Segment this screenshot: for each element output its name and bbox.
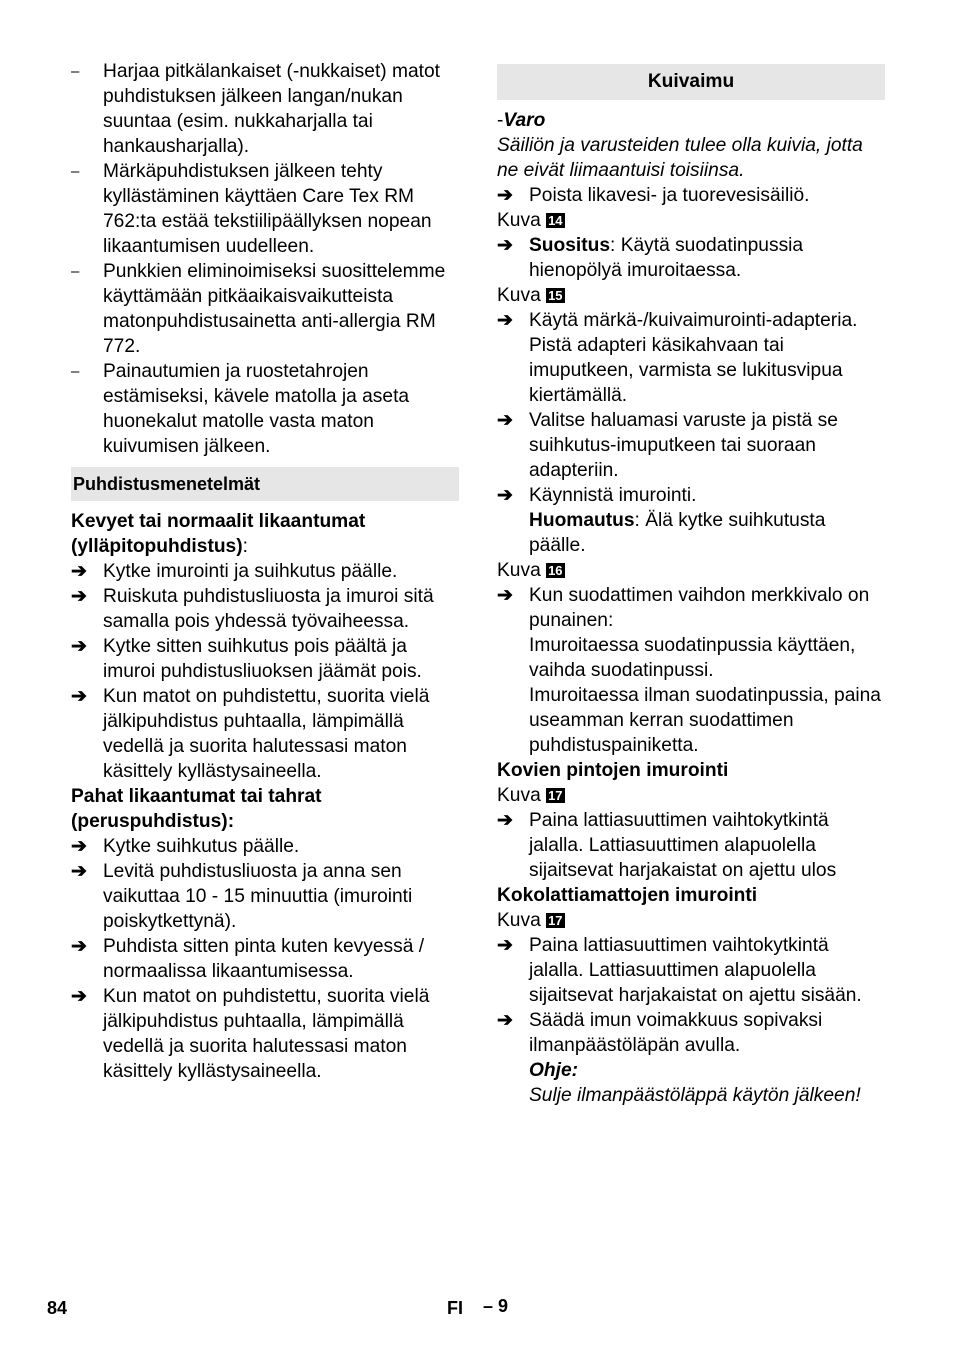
arrow-right-icon: ➔ bbox=[497, 935, 514, 956]
list-item: ➔ Kytke suihkutus päälle. bbox=[71, 836, 300, 857]
arrow-right-icon: ➔ bbox=[497, 310, 514, 331]
dash-icon: – bbox=[71, 263, 80, 280]
arrow-right-icon: ➔ bbox=[71, 586, 88, 607]
dash-icon: – bbox=[71, 63, 80, 80]
heavy-soiling-heading: Pahat likaantumat tai tahrat (peruspuhdistus): bbox=[71, 786, 322, 832]
light-soiling-heading: Kevyet tai normaalit likaantumat (ylläpitopuhdistus): bbox=[71, 511, 366, 557]
arrow-right-icon: ➔ bbox=[497, 810, 514, 831]
arrow-right-icon: ➔ bbox=[71, 636, 88, 657]
language-code: FI bbox=[447, 1298, 463, 1318]
figure-ref: Kuva 16 bbox=[497, 560, 563, 581]
arrow-right-icon: ➔ bbox=[497, 235, 514, 256]
page-number: 84 bbox=[47, 1298, 68, 1318]
dash-icon: – bbox=[71, 163, 80, 180]
list-item: ➔ Suositus: Käytä suodatinpussia hienopölyä imuroitaessa. bbox=[497, 235, 804, 281]
left-column bbox=[71, 59, 459, 1084]
figure-ref: Kuva 17 bbox=[497, 785, 563, 806]
right-column bbox=[497, 59, 885, 1108]
figure-ref: Kuva 17 bbox=[497, 910, 563, 931]
arrow-right-icon: ➔ bbox=[71, 986, 88, 1007]
list-item: – Punkkien eliminoimiseksi suosittelemme käyttämään pitkäaikaisvaikutteista matonpuhdistusainetta anti-allergia RM 772. bbox=[71, 261, 446, 357]
list-item: ➔ Levitä puhdistusliuosta ja anna sen vaikuttaa 10 - 15 minuuttia (imurointi poiskytkettynä). bbox=[71, 861, 413, 932]
hard-floor-heading: Kovien pintojen imurointi bbox=[497, 760, 729, 781]
list-item: ➔ Kun matot on puhdistettu, suorita vielä jälkipuhdistus puhtaalla, lämpimällä vedellä ja suorita halutessasi maton käsittely kyllästysaineella. bbox=[71, 686, 430, 782]
arrow-right-icon: ➔ bbox=[71, 561, 88, 582]
figure-ref: Kuva 14 bbox=[497, 210, 563, 231]
list-item: – Painautumien ja ruostetahrojen estämiseksi, kävele matolla ja aseta huonekalut matolle vasta maton kuivumisen jälkeen. bbox=[71, 361, 410, 457]
section-page-number: – 9 bbox=[483, 1296, 509, 1316]
arrow-right-icon: ➔ bbox=[497, 410, 514, 431]
figure-number-badge: 17 bbox=[548, 913, 563, 928]
list-item: ➔ Ruiskuta puhdistusliuosta ja imuroi sitä samalla pois yhdessä työvaiheessa. bbox=[71, 586, 434, 632]
list-item: ➔ Valitse haluamasi varuste ja pistä se suihkutus-imuputkeen tai suoraan adapteriin. bbox=[497, 410, 838, 481]
carpet-heading: Kokolattiamattojen imurointi bbox=[497, 885, 758, 906]
list-item: ➔ Paina lattiasuuttimen vaihtokytkintä jalalla. Lattiasuuttimen alapuolella sijaitsevat harjakaistat on ajettu sisään. bbox=[497, 935, 862, 1006]
list-item: ➔ Kun matot on puhdistettu, suorita vielä jälkipuhdistus puhtaalla, lämpimällä vedellä ja suorita halutessasi maton käsittely kyllästysaineella. bbox=[71, 986, 430, 1082]
list-item: ➔ Kytke imurointi ja suihkutus päälle. bbox=[71, 561, 398, 582]
arrow-right-icon: ➔ bbox=[71, 836, 88, 857]
section-title-dry-vacuuming: Kuivaimu bbox=[497, 64, 885, 100]
list-item: ➔ Paina lattiasuuttimen vaihtokytkintä jalalla. Lattiasuuttimen alapuolella sijaitsevat harjakaistat on ajettu ulos bbox=[497, 810, 837, 881]
figure-number-badge: 17 bbox=[548, 788, 563, 803]
figure-number-badge: 15 bbox=[548, 288, 563, 303]
dash-icon: – bbox=[71, 363, 80, 380]
arrow-right-icon: ➔ bbox=[497, 485, 514, 506]
list-item: ➔ Poista likavesi- ja tuorevesisäiliö. bbox=[497, 185, 810, 206]
list-item: – Harjaa pitkälankaiset (-nukkaiset) matot puhdistuksen jälkeen langan/nukan suuntaa (esim. nukkaharjalla tai hankausharjalla). bbox=[71, 61, 440, 157]
figure-number-badge: 14 bbox=[548, 213, 563, 228]
arrow-right-icon: ➔ bbox=[497, 185, 514, 206]
list-item: ➔ Säädä imun voimakkuus sopivaksi ilmanpäästöläpän avulla. Ohje: Sulje ilmanpäästöläppä käytön jälkeen! bbox=[497, 1010, 861, 1106]
arrow-right-icon: ➔ bbox=[71, 686, 88, 707]
list-item: ➔ Kytke sitten suihkutus pois päältä ja imuroi puhdistusliuoksen jäämät pois. bbox=[71, 636, 422, 682]
list-item: ➔ Käynnistä imurointi. Huomautus: Älä kytke suihkutusta päälle. bbox=[497, 485, 826, 556]
section-title-cleaning-methods: Puhdistusmenetelmät bbox=[71, 467, 459, 501]
arrow-right-icon: ➔ bbox=[497, 1010, 514, 1031]
arrow-right-icon: ➔ bbox=[71, 861, 88, 882]
list-item: ➔ Puhdista sitten pinta kuten kevyessä / normaalissa likaantumisessa. bbox=[71, 936, 425, 982]
arrow-right-icon: ➔ bbox=[497, 585, 514, 606]
warning-text: Säiliön ja varusteiden tulee olla kuivia, jotta ne eivät liimaantuisi toisiinsa. bbox=[497, 135, 863, 181]
arrow-right-icon: ➔ bbox=[71, 936, 88, 957]
list-item: ➔ Käytä märkä-/kuivaimurointi-adapteria. Pistä adapteri käsikahvaan tai imuputkeen, varmista se lukitusvipua kiertämällä. bbox=[497, 310, 858, 406]
figure-ref: Kuva 15 bbox=[497, 285, 563, 306]
warning-label: -Varo bbox=[497, 110, 546, 131]
list-item: ➔ Kun suodattimen vaihdon merkkivalo on punainen: Imuroitaessa suodatinpussia käyttäen, vaihda suodatinpussi. Imuroitaessa ilman suodatinpussia, paina useamman kerran suodattimen puhdistuspainiketta. bbox=[497, 585, 881, 756]
list-item: – Märkäpuhdistuksen jälkeen tehty kyllästäminen käyttäen Care Tex RM 762:ta estää tekstiilipäällyksen nopean likaantumisen uudelleen. bbox=[71, 161, 432, 257]
figure-number-badge: 16 bbox=[548, 563, 563, 578]
